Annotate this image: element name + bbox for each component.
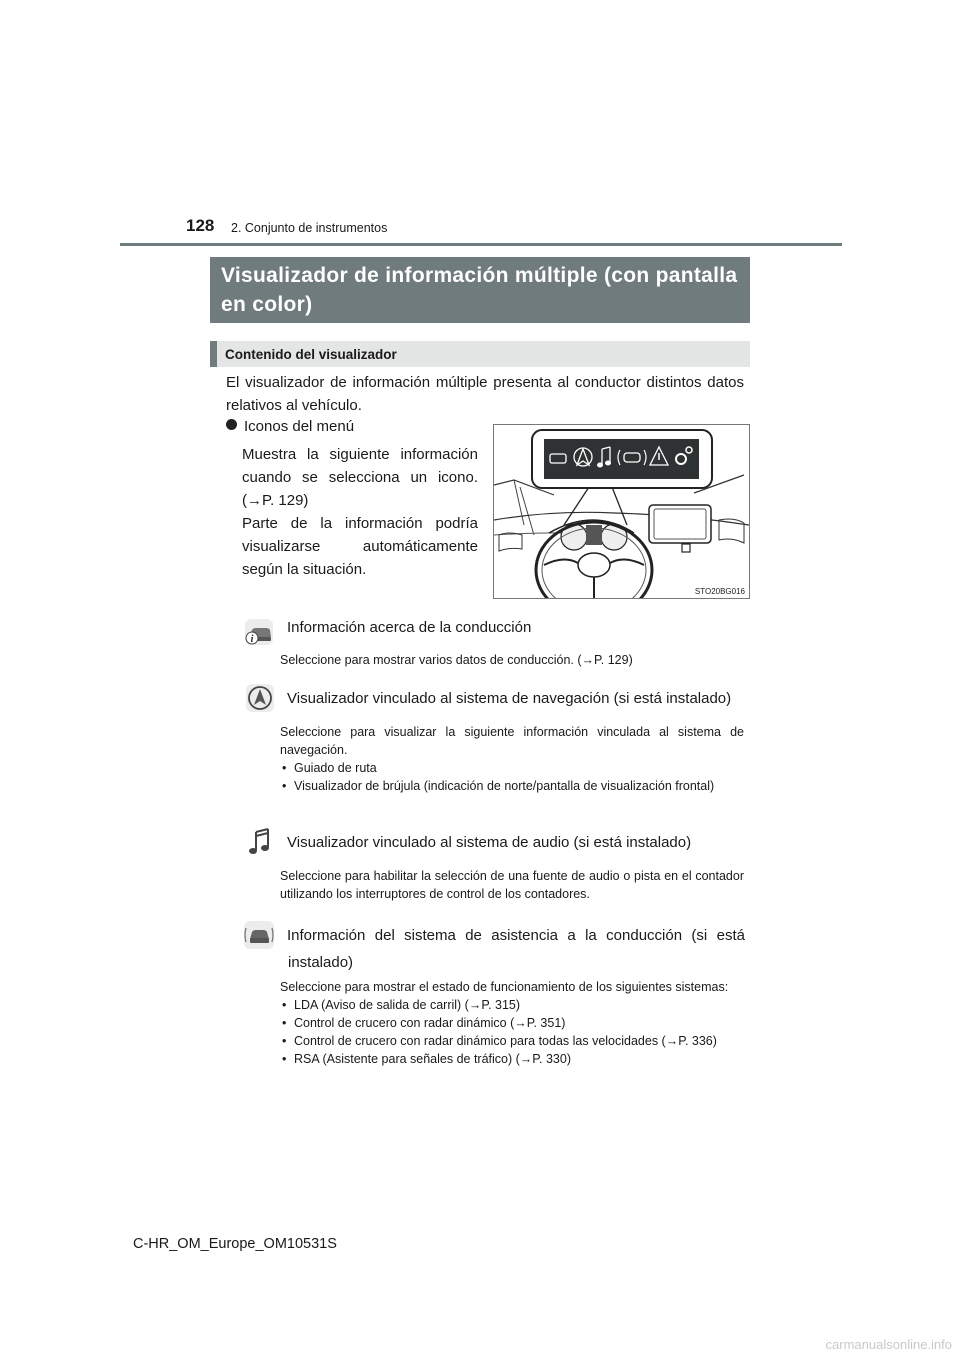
dashboard-drawing (494, 425, 749, 598)
menu-description-2: Parte de la información podría visualizarse automáticamente según la situación. (242, 515, 478, 578)
list-item: • Visualizador de brújula (indicación de norte/pantalla de visualización frontal) (282, 777, 744, 795)
header-divider (120, 243, 842, 246)
menu-description (242, 443, 478, 581)
list-item: • LDA (Aviso de salida de carril) (→P. 315) (282, 996, 744, 1014)
section-4-text: Seleccione para mostrar el estado de funcionamiento de los siguientes sistemas: (280, 980, 729, 994)
driving-info-icon (243, 617, 275, 647)
intro-paragraph: El visualizador de información múltiple presenta al conductor distintos datos relativos al vehículo. (226, 374, 744, 414)
list-item: • Control de crucero con radar dinámico (→P. 351) (282, 1014, 744, 1032)
bullet-icon (226, 419, 237, 430)
watermark: carmanualsonline.info (825, 1337, 952, 1352)
list-item: • Control de crucero con radar dinámico para todas las velocidades (→P. 336) (282, 1032, 744, 1050)
section-1-text: Seleccione para mostrar varios datos de conducción. (→P. 129) (280, 653, 633, 667)
page-number: 128 (186, 216, 215, 235)
page-title: Visualizador de información múltiple (con pantalla en color) (221, 264, 738, 316)
menu-icons-bullet (226, 418, 354, 435)
section-2-title: Visualizador vinculado al sistema de navegación (si está instalado) (287, 690, 732, 707)
dashboard-illustration (493, 424, 750, 599)
section-4-title-line1: Información del sistema de asistencia a la conducción (si está (287, 927, 745, 944)
list-item: • Guiado de ruta (282, 759, 744, 777)
menu-description-1: Muestra la siguiente información cuando se selecciona un icono. (→P. 129) (242, 446, 478, 509)
section-4-body (280, 978, 744, 1068)
section-1-title: Información acerca de la conducción (287, 619, 532, 636)
figure-code: STO20BG016 (694, 587, 745, 596)
driving-assist-icon (242, 920, 274, 950)
navigation-icon (244, 683, 276, 713)
footer-code: C-HR_OM_Europe_OM10531S (133, 1236, 337, 1252)
list-item: • RSA (Asistente para señales de tráfico) (→P. 330) (282, 1050, 744, 1068)
section-title-box (210, 257, 750, 323)
section-2-body (280, 723, 744, 795)
subsection-heading (210, 341, 750, 367)
music-note-icon (244, 826, 276, 856)
subsection-title: Contenido del visualizador (225, 347, 397, 362)
chapter-title: 2. Conjunto de instrumentos (231, 221, 388, 235)
section-3-text: Seleccione para habilitar la selección de una fuente de audio o pista en el contador utilizando los interruptores de control de los contadores. (280, 869, 744, 901)
svg-text:i: i (250, 634, 254, 645)
bullet-label: Iconos del menú (244, 418, 355, 435)
section-2-text: Seleccione para visualizar la siguiente información vinculada al sistema de navegación. (280, 725, 744, 757)
section-3-title: Visualizador vinculado al sistema de audio (si está instalado) (287, 834, 692, 851)
section-4-title-line2: instalado) (288, 954, 354, 971)
